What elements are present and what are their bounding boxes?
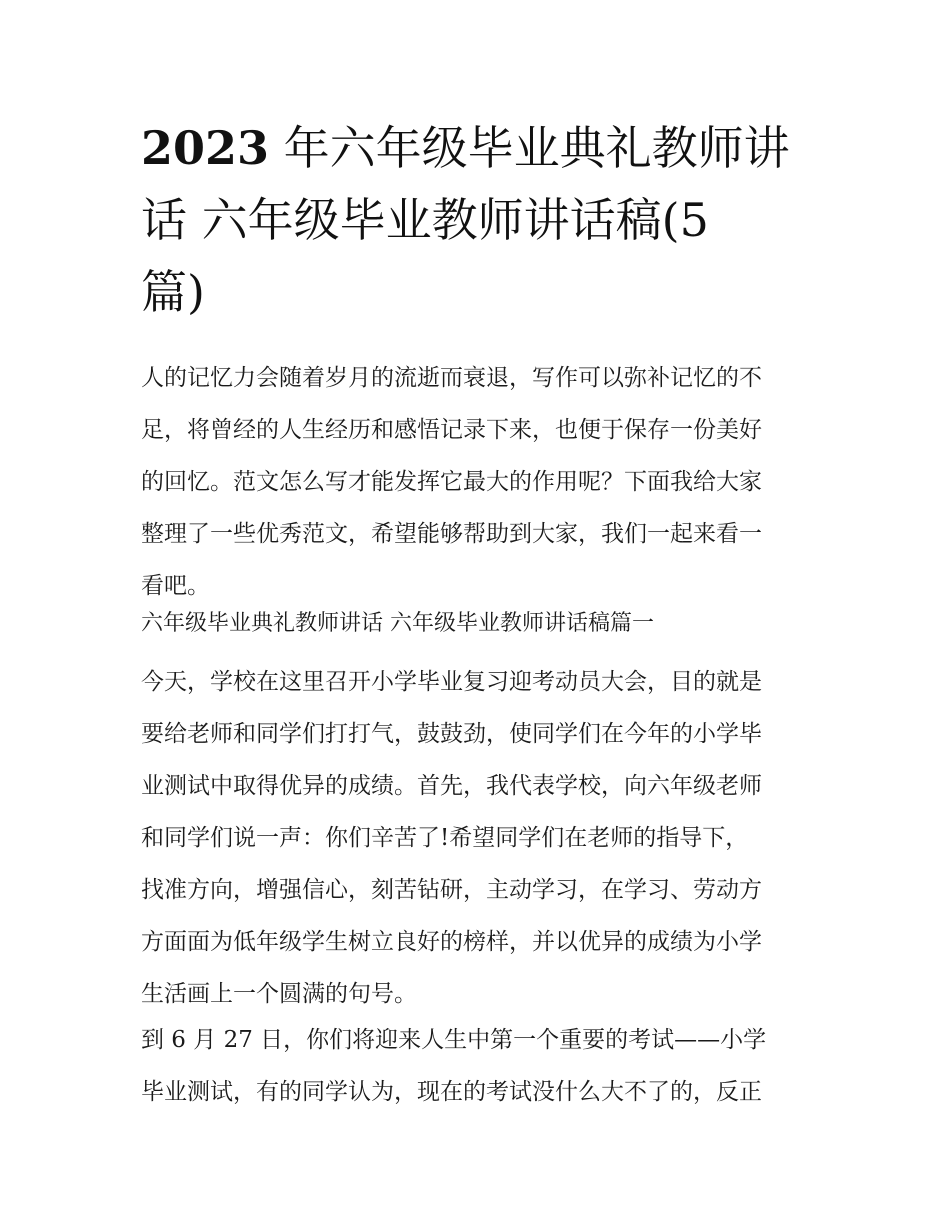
title-line-text: 话 六年级毕业教师讲话稿(5: [141, 193, 709, 247]
text-line: 毕业测试，有的同学认为，现在的考试没什么大不了的，反正: [141, 1079, 762, 1105]
text-line: 要给老师和同学们打打气，鼓鼓劲，使同学们在今年的小学毕: [141, 721, 762, 747]
text-line: 到 6 月 27 日，你们将迎来人生中第一个重要的考试——小学: [141, 1027, 767, 1053]
text-line: 今天，学校在这里召开小学毕业复习迎考动员大会，目的就是: [141, 669, 762, 695]
body-paragraph: [141, 656, 821, 1020]
section-heading-text: 六年级毕业典礼教师讲话 六年级毕业教师讲话稿篇一: [141, 611, 654, 636]
title-line-text: 篇): [141, 265, 205, 319]
title-line-text: 年六年级毕业典礼教师讲: [269, 121, 790, 175]
text-line: 看吧。: [141, 573, 210, 599]
text-line: 的回忆。范文怎么写才能发挥它最大的作用呢？下面我给大家: [141, 469, 762, 495]
text-line: 和同学们说一声：你们辛苦了!希望同学们在老师的指导下，: [141, 825, 749, 851]
text-line: 找准方向，增强信心，刻苦钻研，主动学习，在学习、劳动方: [141, 877, 762, 903]
text-line: 方面面为低年级学生树立良好的榜样，并以优异的成绩为小学: [141, 929, 762, 955]
text-line: 生活画上一个圆满的句号。: [141, 981, 417, 1007]
title-line: [141, 112, 821, 184]
text-line: 足，将曾经的人生经历和感悟记录下来，也便于保存一份美好: [141, 417, 762, 443]
section-heading: [141, 604, 821, 644]
text-line: 业测试中取得优异的成绩。首先，我代表学校，向六年级老师: [141, 773, 762, 799]
intro-paragraph: [141, 352, 821, 612]
document-title: [141, 112, 821, 328]
title-line: [141, 184, 821, 256]
title-year: 2023: [141, 121, 270, 175]
text-line: 人的记忆力会随着岁月的流逝而衰退，写作可以弥补记忆的不: [141, 365, 762, 391]
body-paragraph: [141, 1014, 821, 1118]
text-line: 整理了一些优秀范文，希望能够帮助到大家，我们一起来看一: [141, 521, 762, 547]
title-line: [141, 256, 821, 328]
